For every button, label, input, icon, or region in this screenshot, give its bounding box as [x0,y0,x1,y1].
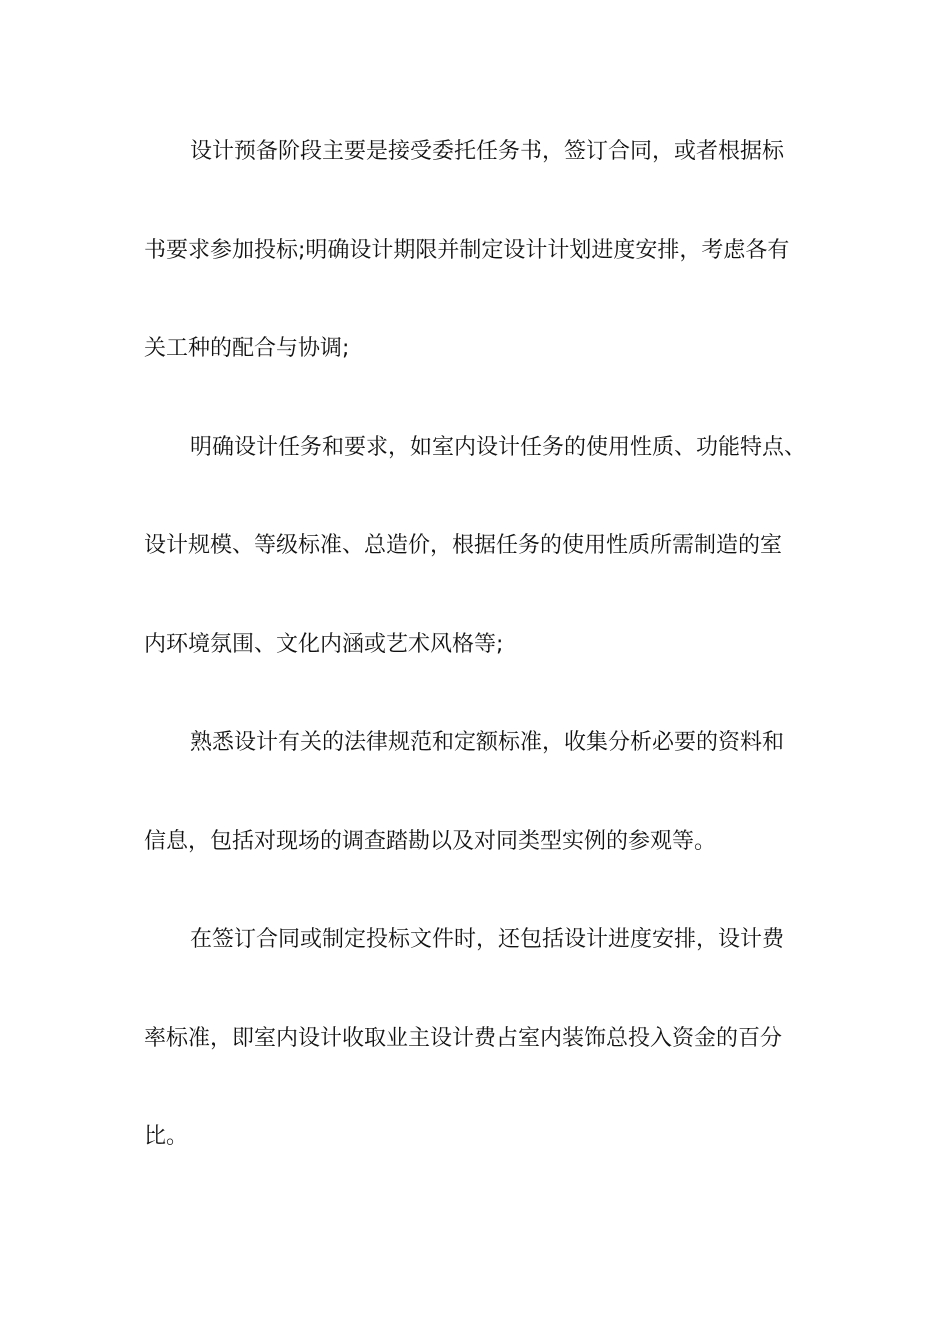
paragraph-3-line-1: 熟悉设计有关的法律规范和定额标准，收集分析必要的资料和 [190,730,785,755]
paragraph-1-line-3: 关工种的配合与协调; [144,336,350,361]
paragraph-4-line-3: 比。 [144,1124,189,1149]
paragraph-2-line-2: 设计规模、等级标准、总造价，根据任务的使用性质所需制造的室 [144,533,783,558]
document-body [144,126,809,1210]
paragraph-1-line-2: 书要求参加投标;明确设计期限并制定设计计划进度安排，考虑各有 [144,237,790,263]
paragraph-4-line-1: 在签订合同或制定投标文件时，还包括设计进度安排，设计费 [190,927,785,952]
paragraph-2-line-1: 明确设计任务和要求，如室内设计任务的使用性质、功能特点、 [190,434,807,460]
paragraph-3-line-2: 信息，包括对现场的调查踏勘以及对同类型实例的参观等。 [144,828,717,854]
paragraph-2-line-3: 内环境氛围、文化内涵或艺术风格等; [144,631,504,657]
paragraph-4-line-2: 率标准，即室内设计收取业主设计费占室内装饰总投入资金的百分 [144,1025,783,1051]
paragraph-1-line-1: 设计预备阶段主要是接受委托任务书，签订合同，或者根据标 [190,139,785,164]
